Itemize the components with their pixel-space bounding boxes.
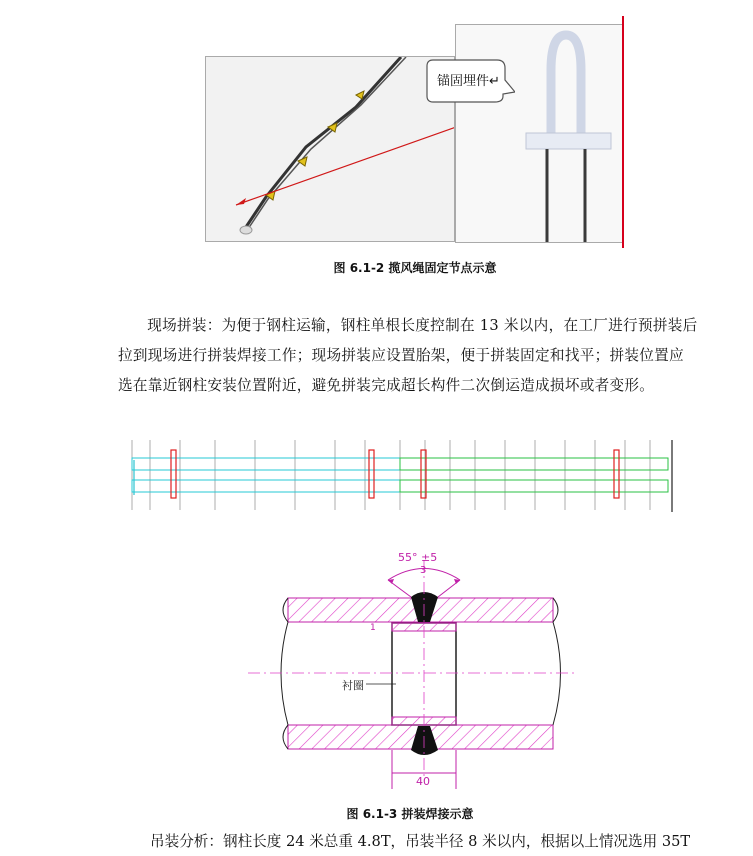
- figure-caption-6-1-2: 图 6.1-2 揽风绳固定节点示意: [333, 261, 497, 275]
- small-dimension-label: 1: [370, 623, 376, 633]
- paragraph-text: 现场拼装：为便于钢柱运输，钢柱单根长度控制在 13 米以内，在工厂进行预拼装后拉到现场进行拼装焊接工作；现场拼装应设置胎架，便于拼装固定和找平；拼装位置应选在靠近钢柱安装位置附近，避免拼装完成超长构件二次倒运造成损坏或者变形。: [118, 317, 698, 394]
- weld-detail-drawing: [248, 545, 578, 790]
- gap-label: 3: [420, 565, 427, 576]
- figure-caption-6-1-3: 图 6.1-3 拼装焊接示意: [346, 807, 474, 821]
- anchor-callout: [425, 58, 515, 102]
- angle-label: 55° ±5: [398, 551, 438, 564]
- width-label: 40: [416, 775, 430, 788]
- rope-photo: [205, 56, 455, 242]
- assembly-paragraph: [118, 311, 698, 401]
- assembly-layout-drawing: [120, 440, 680, 515]
- lifting-analysis-text: 吊装分析：钢柱长度 24 米总重 4.8T，吊装半径 8 米以内，根据以上情况选用 35T: [150, 833, 691, 850]
- red-divider-line: [622, 16, 624, 248]
- anchor-photo: [455, 24, 623, 243]
- liner-label: 衬圈: [342, 679, 364, 692]
- callout-text: 锚固埋件↵: [437, 74, 500, 89]
